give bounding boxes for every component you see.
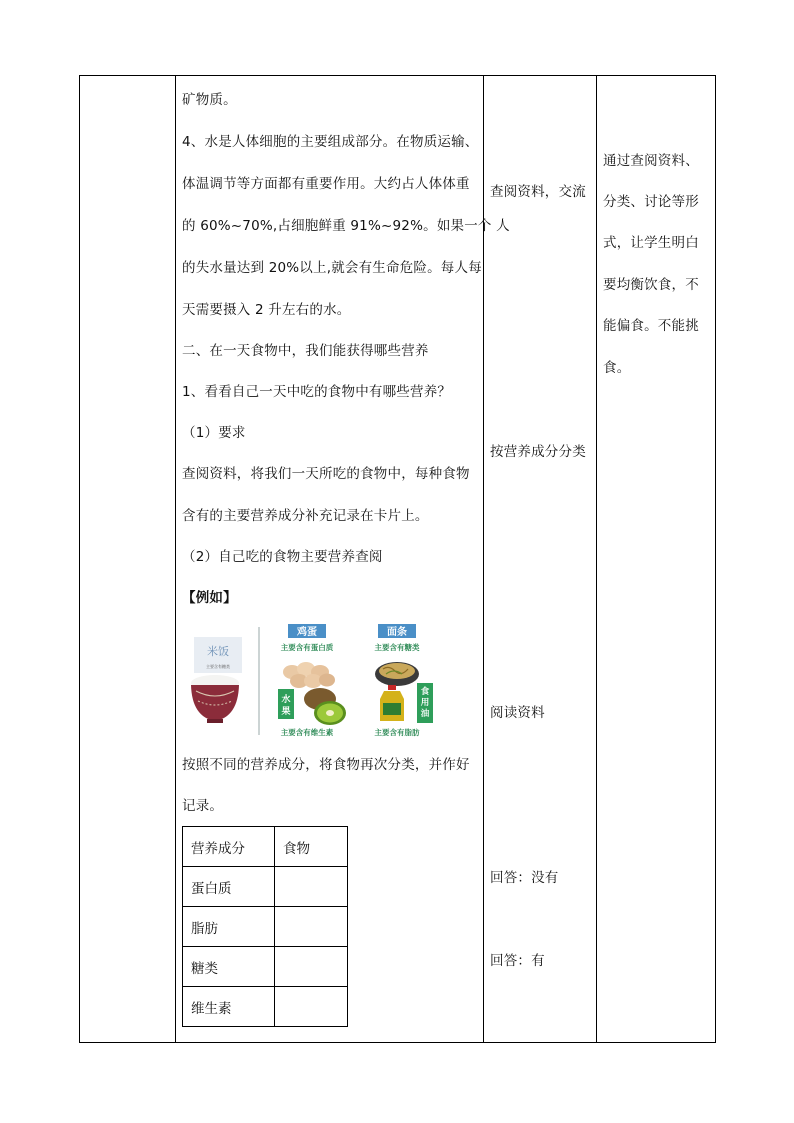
egg-label: 鸡蛋 [297, 627, 317, 638]
food-illustration [182, 617, 462, 741]
fruit-label: 水 [281, 695, 291, 705]
table-cell[interactable] [275, 867, 348, 907]
activity-item: 阅读资料 [490, 705, 545, 721]
text-line: 的 60%~70%,占细胞鲜重 91%~92%。如果一个 人 [182, 218, 510, 234]
table-row [183, 947, 348, 987]
text-line: 体温调节等方面都有重要作用。大约占人体体重 [182, 176, 470, 192]
svg-text:果: 果 [281, 707, 291, 717]
fruit-caption: 主要含有维生素 [280, 728, 334, 737]
egg-caption: 主要含有蛋白质 [280, 643, 334, 652]
activity-item: 回答：没有 [490, 870, 559, 886]
table-row [183, 867, 348, 907]
text-line: 按照不同的营养成分，将食物再次分类，并作好 [182, 757, 470, 773]
kiwi-icon [304, 688, 346, 725]
intent-line: 式，让学生明白 [603, 235, 699, 251]
nutrition-record-table [182, 826, 348, 1027]
table-cell: 蛋白质 [183, 867, 275, 907]
oil-bottle-icon [380, 685, 404, 721]
table-cell[interactable] [275, 947, 348, 987]
text-line: 的失水量达到 20%以上,就会有生命危险。每人每 [182, 260, 482, 276]
text-line: （1）要求 [182, 425, 246, 441]
text-line: 查阅资料，将我们一天所吃的食物中，每种食物 [182, 466, 470, 482]
noodles-icon [375, 662, 419, 686]
intent-line: 通过查阅资料、 [603, 153, 699, 169]
eggs-icon [283, 662, 335, 688]
table-header-cell: 营养成分 [183, 827, 275, 867]
activity-item: 回答：有 [490, 953, 545, 969]
table-row [183, 907, 348, 947]
activity-item: 查阅资料，交流 [490, 184, 586, 200]
activity-item: 按营养成分分类 [490, 444, 586, 460]
text-line: 矿物质。 [182, 92, 237, 108]
text-line: （2）自己吃的食物主要营养查阅 [182, 549, 383, 565]
table-cell: 糖类 [183, 947, 275, 987]
intent-line: 要均衡饮食，不 [603, 277, 699, 293]
table-right-border [715, 75, 716, 1043]
intent-line: 能偏食。不能挑 [603, 318, 699, 334]
svg-text:用: 用 [420, 698, 430, 708]
food-nutrition-image [182, 617, 462, 741]
oil-caption: 主要含有脂肪 [374, 728, 420, 737]
example-label: 【例如】 [182, 590, 237, 606]
text-line: 天需要摄入 2 升左右的水。 [182, 302, 351, 318]
table-cell: 维生素 [183, 987, 275, 1027]
oil-label: 食 [420, 687, 430, 697]
bowl-icon [191, 685, 239, 721]
intent-line: 食。 [603, 360, 631, 376]
intent-line: 分类、讨论等形 [603, 194, 699, 210]
svg-text:油: 油 [420, 709, 430, 719]
table-cell[interactable] [275, 987, 348, 1027]
text-line: 4、水是人体细胞的主要组成部分。在物质运输、 [182, 134, 479, 150]
noodle-caption: 主要含有糖类 [374, 643, 420, 652]
text-line: 含有的主要营养成分补充记录在卡片上。 [182, 508, 429, 524]
text-line: 1、看看自己一天中吃的食物中有哪些营养？ [182, 384, 452, 400]
table-left-border [79, 75, 80, 1043]
table-row [183, 987, 348, 1027]
rice-label: 米饭 [207, 645, 229, 658]
column-divider-3 [596, 75, 597, 1043]
table-cell[interactable] [275, 907, 348, 947]
table-header-cell: 食物 [275, 827, 348, 867]
text-line: 记录。 [182, 798, 224, 814]
column-divider-1 [175, 75, 176, 1043]
table-cell: 脂肪 [183, 907, 275, 947]
section-heading: 二、在一天食物中，我们能获得哪些营养 [182, 343, 429, 359]
table-header-row [183, 827, 348, 867]
rice-caption: 主要含有糖类 [206, 664, 230, 669]
noodle-label: 面条 [387, 627, 407, 638]
